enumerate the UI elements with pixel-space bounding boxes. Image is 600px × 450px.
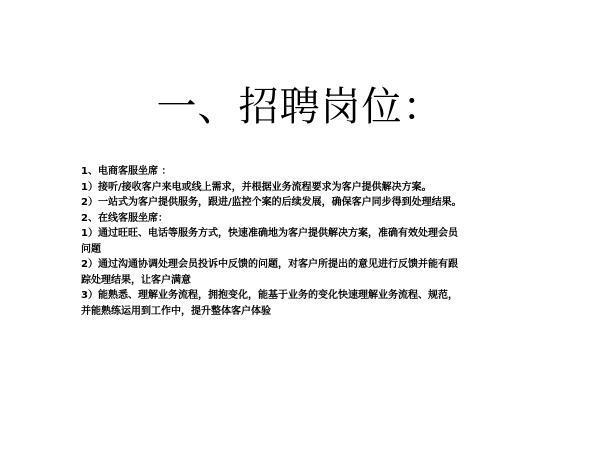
slide-title: 一、招聘岗位：: [156, 84, 444, 130]
duty-line: 3）能熟悉、理解业务流程，拥抱变化，能基于业务的变化快速理解业务流程、规范，: [81, 290, 458, 301]
duty-line-continuation: 问题: [81, 243, 101, 255]
duty-line: 1）通过旺旺、电话等服务方式，快速准确地为客户提供解决方案，准确有效处理会员: [81, 228, 458, 239]
job-description: [81, 164, 481, 319]
section-heading-online-service: 2、在线客服坐席：: [81, 212, 168, 224]
section-heading-ecommerce-service: 1、电商客服坐席 ：: [81, 166, 172, 177]
duty-line: 2）一站式为客户提供服务，跟进/监控个案的后续发展，确保客户同步得到处理结果。: [81, 197, 462, 208]
duty-line-continuation: 踪处理结果，让客户满意: [81, 274, 191, 286]
duty-line: 2）通过沟通协调处理会员投诉中反馈的问题，对客户所提出的意见进行反馈并能有跟: [81, 259, 458, 270]
duty-line: 1）接听/接收客户来电或线上需求，并根据业务流程要求为客户提供解决方案。: [81, 181, 432, 193]
duty-line-continuation: 并能熟练运用到工作中，提升整体客户体验: [81, 305, 271, 317]
